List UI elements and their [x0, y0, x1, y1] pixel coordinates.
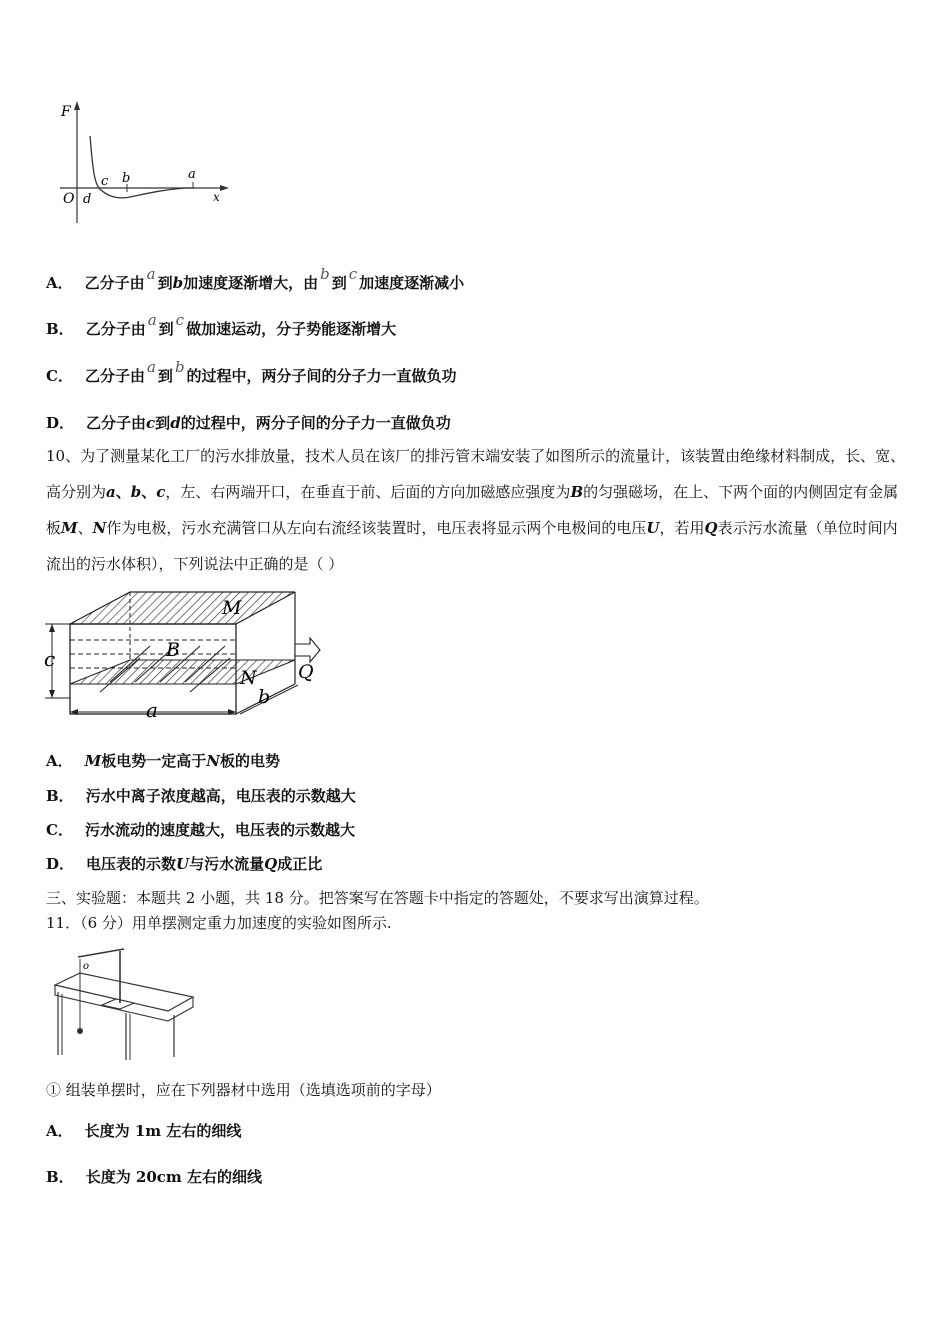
- label-d: d: [83, 192, 92, 207]
- q11-option-b[interactable]: B． 长度为 20cm 左右的细线: [46, 1168, 263, 1186]
- q11-option-a[interactable]: A． 长度为 1m 左右的细线: [46, 1122, 242, 1140]
- x-axis-arrow: [220, 185, 229, 191]
- flowmeter-figure: [40, 588, 330, 723]
- q10-stem: 10、为了测量某化工厂的污水排放量，技术人员在该厂的排污管末端安装了如图所示的流量计，该装置由绝缘材料制成，长、宽、高分别为a、b、c，左、右两端开口，在垂直于前、后面的方向加磁感应强度为B的匀强磁场，在上、下两个面的内侧固定有金属板M、N作为电极，污水充满管口从左向右流经该装置时，电压表将显示两个电极间的电压U，若用Q表示污水流量（单位时间内流出的污水体积），下列说法中正确的是（ ）: [46, 447, 906, 573]
- label-F: F: [61, 104, 71, 120]
- q10-option-a[interactable]: A． M板电势一定高于N板的电势: [46, 752, 280, 770]
- stand-arm: [78, 949, 124, 957]
- q10-option-b[interactable]: B． 污水中离子浓度越高，电压表的示数越大: [46, 787, 356, 805]
- label-c: c: [101, 174, 109, 189]
- label-M: M: [222, 597, 242, 619]
- force-distance-graph: [55, 98, 235, 228]
- bottom-plate-n: [70, 660, 295, 684]
- label-o: o: [83, 961, 90, 972]
- y-axis-arrow: [74, 101, 80, 110]
- dim-c-arrow-bottom: [49, 690, 55, 698]
- q11-stem: 11．（6 分）用单摆测定重力加速度的实验如图所示.: [46, 914, 392, 932]
- label-O: O: [63, 191, 75, 207]
- label-b: b: [258, 686, 271, 708]
- label-Q: Q: [298, 661, 314, 683]
- q11-sub-question-1: ① 组装单摆时，应在下列器材中选用（选填选项前的字母）: [46, 1081, 441, 1099]
- label-a: a: [146, 698, 158, 722]
- q9-option-c[interactable]: C． 乙分子由 a 到 b 的过程中，两分子间的分子力一直做负功: [46, 358, 457, 385]
- q10-option-d[interactable]: D． 电压表的示数U与污水流量Q成正比: [46, 855, 323, 873]
- q9-option-a[interactable]: A． 乙分子由 a 到b加速度逐渐增大，由 b 到 c 加速度逐渐减小: [46, 265, 465, 292]
- top-plate-m: [70, 592, 295, 624]
- label-c: c: [44, 647, 56, 671]
- label-a: a: [188, 167, 196, 182]
- label-B: B: [166, 639, 180, 661]
- pendulum-figure: [50, 945, 200, 1065]
- label-N: N: [240, 667, 257, 689]
- q9-option-b[interactable]: B． 乙分子由 a 到 c 做加速运动，分子势能逐渐增大: [46, 311, 397, 338]
- q10-option-c[interactable]: C． 污水流动的速度越大，电压表的示数越大: [46, 821, 355, 839]
- label-x: x: [213, 190, 220, 204]
- label-b: b: [122, 171, 131, 186]
- pendulum-bob: [77, 1028, 83, 1034]
- q9-option-d[interactable]: D． 乙分子由c到d的过程中，两分子间的分子力一直做负功: [46, 414, 451, 432]
- flow-arrow: [295, 638, 320, 662]
- section-three-heading: 三、实验题：本题共 2 小题，共 18 分。把答案写在答题卡中指定的答题处，不要求写出演算过程。: [46, 889, 709, 907]
- dim-c-arrow-top: [49, 624, 55, 632]
